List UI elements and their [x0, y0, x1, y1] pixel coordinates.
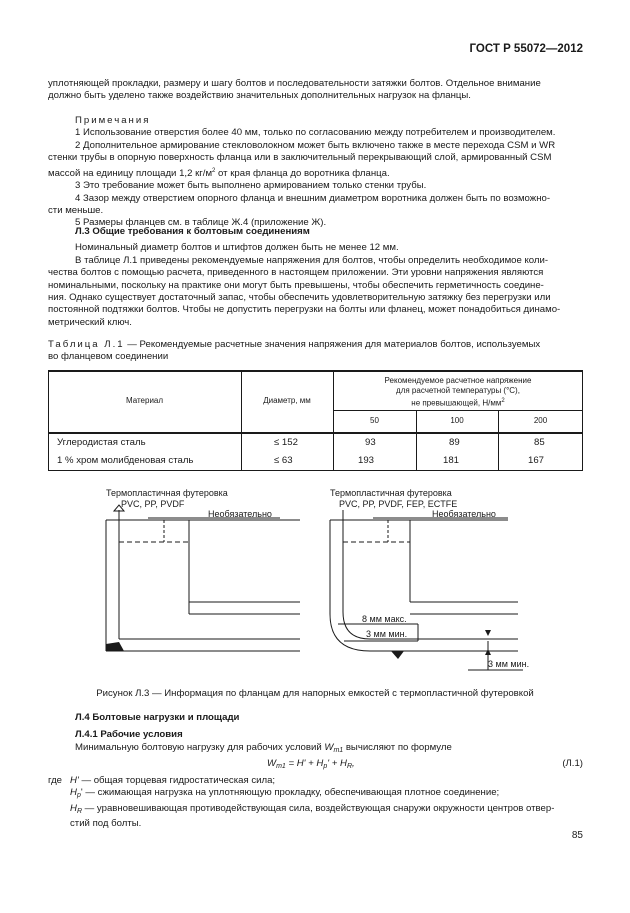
- text-line: ния. Однако существует достаточный запас, чтобы обеспечить удовлетворительную затяжку без перегрузки или: [48, 292, 551, 304]
- dim-min-label: 3 мм мин.: [366, 629, 408, 639]
- text-line: В таблице Л.1 приведены рекомендуемые напряжения для болтов, чтобы определить необходимое коли-: [75, 254, 549, 266]
- intro-paragraph: [48, 78, 582, 103]
- left-title: Термопластичная футеровка: [106, 488, 228, 498]
- row1-material: Углеродистая сталь: [57, 437, 146, 448]
- right-optional: Необязательно: [432, 509, 496, 519]
- col-header-t100: 100: [450, 416, 464, 425]
- definition-1: где H' — общая торцевая гидростатическая сила;: [48, 775, 276, 786]
- col-header-t200: 200: [533, 416, 548, 425]
- section-heading: Л.4 Болтовые нагрузки и площади: [75, 712, 240, 723]
- dim-max-label: 8 мм макс.: [362, 614, 407, 624]
- row1-v50: 93: [365, 437, 376, 448]
- section-heading: Л.3 Общие требования к болтовым соединениям: [75, 226, 310, 237]
- subsection-heading: Л.4.1 Рабочие условия: [75, 729, 183, 741]
- table-caption-line: во фланцевом соединении: [48, 351, 169, 363]
- text-line: номинальными, поскольку на практике они могут быть превышены, чтобы обеспечить герметичность соедине-: [48, 279, 544, 291]
- left-flange-drawing: [106, 510, 300, 651]
- flange-drawing: [48, 484, 582, 684]
- row2-diameter: ≤ 63: [274, 455, 293, 466]
- col-header-t50: 50: [370, 416, 379, 425]
- note-1: 1 Использование отверстия более 40 мм, только по согласованию между потребителем и производителем.: [75, 127, 556, 139]
- table-caption: [48, 339, 582, 364]
- notes-block: [48, 115, 582, 230]
- standard-header: ГОСТ Р 55072—2012: [469, 43, 583, 55]
- note-3: 3 Это требование может быть выполнено армированием только стенки трубы.: [75, 180, 427, 192]
- col-header-stress: Рекомендуемое расчетное напряжение для расчетной температуры (°С), не превышающей, $Н/мм^2$: [384, 376, 532, 408]
- formula-intro: Минимальную болтовую нагрузку для рабочих условий $W_{m1}$ вычисляют по формуле: [75, 741, 452, 754]
- text-line: Номинальный диаметр болтов и штифтов должен быть не менее 12 мм.: [75, 242, 399, 254]
- row1-v200: 85: [534, 437, 545, 448]
- left-optional: Необязательно: [208, 509, 272, 519]
- row2-material: 1 % хром молибденовая сталь: [57, 455, 194, 466]
- col-header-material: Материал: [125, 396, 164, 405]
- section-l4: [48, 712, 582, 757]
- definition-2: $H_p'$ — сжимающая нагрузка на уплотняющую прокладку, обеспечивающая плотное соединение;: [70, 787, 500, 800]
- text-line: постоянной подтяжки болтов. Чтобы не допустить перегрузки на болты или фланец, может понадобиться динамо-: [48, 304, 561, 316]
- note-5: 5 Размеры фланцев см. в таблице Ж.4 (приложение Ж).: [75, 217, 327, 229]
- page-number: 85: [571, 830, 583, 841]
- section-l3: [48, 226, 582, 329]
- row1-v100: 89: [449, 437, 460, 448]
- row2-v100: 181: [443, 455, 460, 466]
- text-line: метрический ключ.: [48, 316, 132, 328]
- note-4-cont: сти меньше.: [48, 205, 104, 217]
- note-2-cont: стенки трубы в опорную поверхность фланца или в заключительный перекрывающий слой, армированный CSM: [48, 152, 552, 164]
- text-line: уплотняющей прокладки, размеру и шагу болтов и последовательности затяжки болтов. Отдельное внимание: [48, 78, 541, 89]
- note-4: 4 Зазор между отверстием опорного фланца и внешним диаметром воротника должен быть по возможно-: [75, 192, 551, 204]
- formula-l1: $W_{m1} = H' + H_p' + H_R$,: [267, 758, 355, 770]
- figure-caption: Рисунок Л.3 — Информация по фланцам для напорных емкостей с термопластичной футеровкой: [96, 688, 534, 699]
- note-2-end: массой на единицу площади 1,2 $кг/м^2$ от края фланца до воротника фланца.: [48, 167, 390, 179]
- note-2: 2 Дополнительное армирование стекловолокном может быть включено также в месте перехода CSM и WR: [75, 139, 556, 151]
- text-line: должно быть уделено также воздействию значительных дополнительных нагрузок на фланцы.: [48, 90, 471, 102]
- left-materials: PVC, PP, PVDF: [121, 499, 185, 509]
- right-flange-drawing: [330, 510, 523, 670]
- row1-diameter: ≤ 152: [274, 437, 298, 448]
- definition-3-cont: стий под болты.: [70, 818, 142, 830]
- notes-title: Примечания: [75, 115, 151, 126]
- row2-v200: 167: [528, 455, 545, 466]
- row2-v50: 193: [358, 455, 375, 466]
- right-materials: PVC, PP, PVDF, FEP, ECTFE: [339, 499, 458, 509]
- right-title: Термопластичная футеровка: [330, 488, 452, 498]
- flange-figure: [48, 484, 582, 684]
- definition-3: $H_R$ — уравновешивающая противодействующая сила, воздействующая снаружи окружности центров отвер-: [70, 802, 555, 815]
- table-caption-line: Таблица Л.1 — Рекомендуемые расчетные значения напряжения для материалов болтов, используемых: [48, 339, 541, 350]
- col-header-diameter: Диаметр, мм: [263, 396, 311, 405]
- bolt-stress-table: [48, 370, 583, 471]
- text-line: чества болтов с помощью расчета, приведенного в настоящем приложении. Эти уровни напряжения являются: [48, 267, 544, 279]
- formula-number: (Л.1): [562, 758, 583, 769]
- dim-min-label-2: 3 мм мин.: [488, 659, 530, 669]
- definitions: [48, 775, 582, 831]
